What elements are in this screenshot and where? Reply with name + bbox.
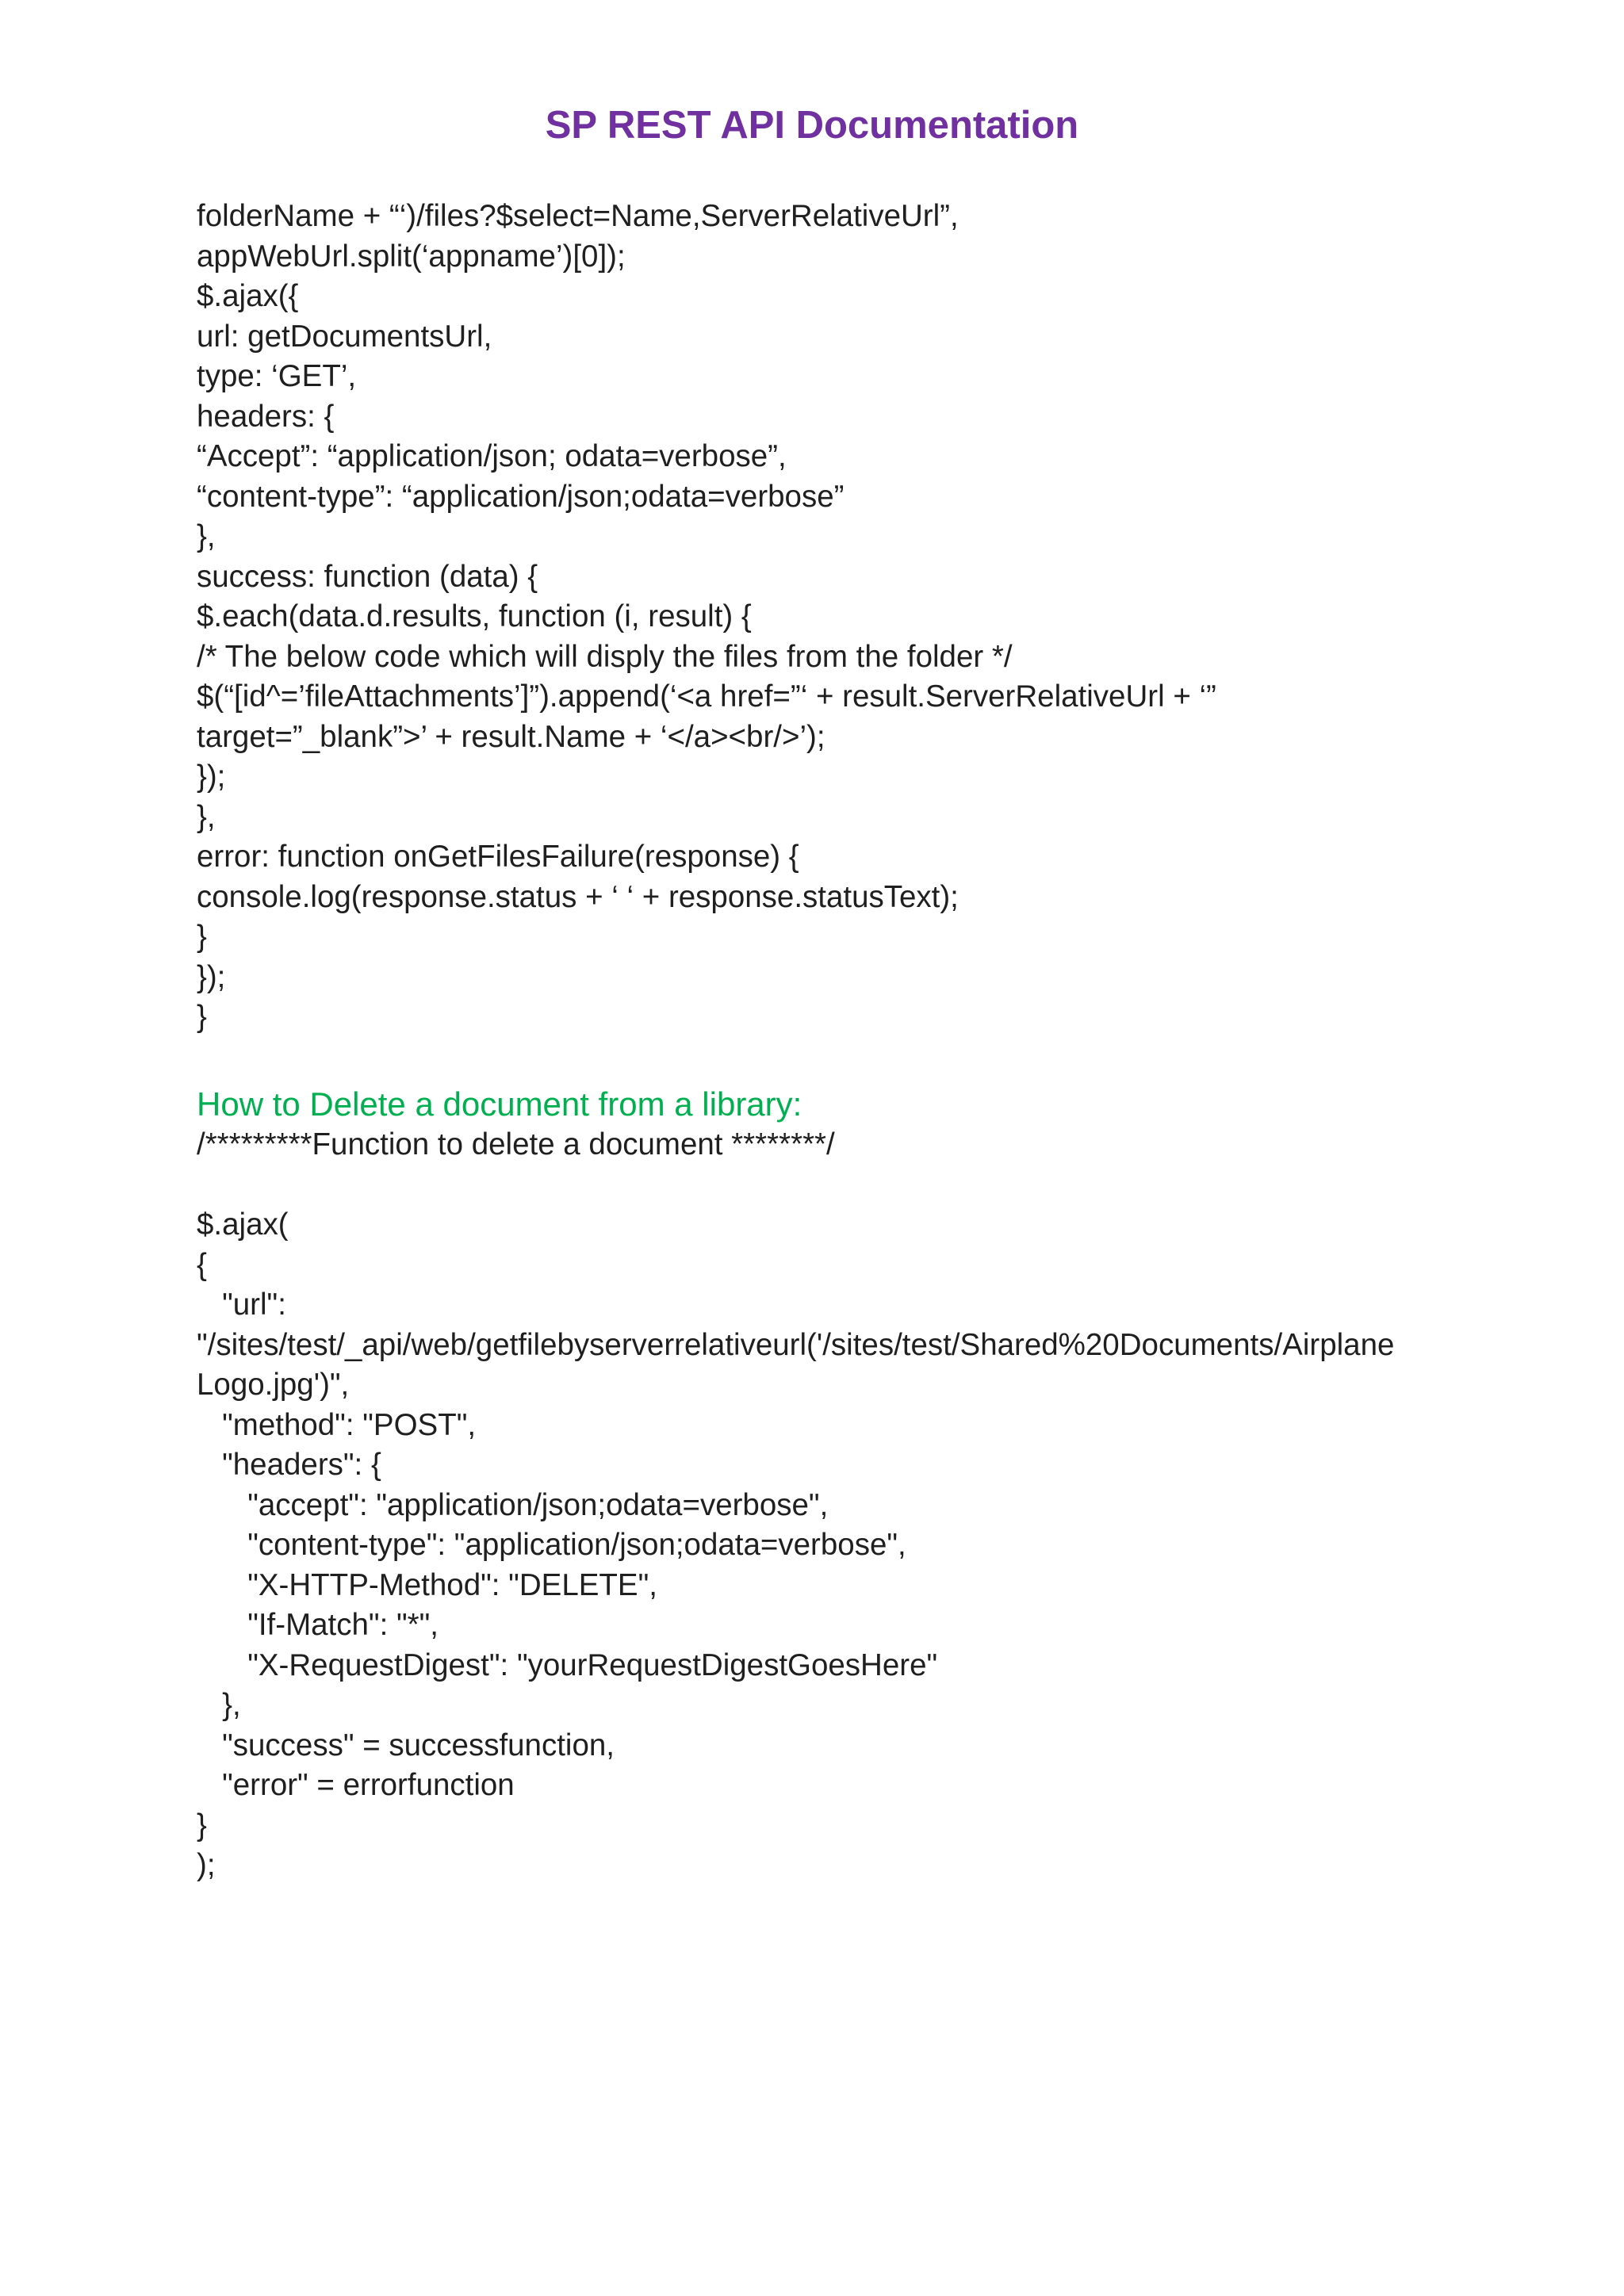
code-line: });: [197, 959, 226, 994]
code-line: “Accept”: “application/json; odata=verbose”,: [197, 439, 787, 473]
code-line: "X-RequestDigest": "yourRequestDigestGoesHere": [197, 1647, 938, 1682]
code-line: /* The below code which will disply the files from the folder */: [197, 639, 1013, 674]
code-line: "/sites/test/_api/web/getfilebyserverrelativeurl('/sites/test/Shared%20Documents/Airplane: [197, 1327, 1395, 1362]
code-line: [197, 1165, 1545, 1206]
code-block-delete-document: [197, 1125, 1545, 1886]
code-line: error: function onGetFilesFailure(response) {: [197, 840, 799, 874]
code-line: }: [197, 1808, 207, 1843]
code-line: "error" = errorfunction: [197, 1768, 515, 1802]
code-line: /*********Function to delete a document ********/: [197, 1127, 835, 1161]
code-line: headers: {: [197, 399, 335, 434]
code-line: type: ‘GET’,: [197, 359, 357, 393]
code-line: folderName + “‘)/files?$select=Name,ServerRelativeUrl”,: [197, 199, 959, 233]
code-line: target=”_blank”>’ + result.Name + ‘</a><br/>’);: [197, 719, 825, 754]
code-line: "If-Match": "*",: [197, 1608, 439, 1642]
code-line: $.ajax(: [197, 1207, 289, 1242]
code-line: $.ajax({: [197, 279, 299, 313]
code-line: url: getDocumentsUrl,: [197, 319, 492, 354]
code-line: "url":: [197, 1288, 286, 1322]
code-line: $.each(data.d.results, function (i, result) {: [197, 599, 752, 633]
code-line: appWebUrl.split(‘appname’)[0]);: [197, 239, 626, 274]
section-heading-delete-document: How to Delete a document from a library:: [197, 1085, 802, 1123]
code-line: "method": "POST",: [197, 1407, 477, 1442]
code-line: }: [197, 1000, 207, 1034]
code-line: console.log(response.status + ‘ ‘ + response.statusText);: [197, 879, 959, 914]
code-block-list-files: [197, 197, 1545, 1038]
code-line: "content-type": "application/json;odata=verbose",: [197, 1528, 906, 1562]
code-line: {: [197, 1247, 207, 1282]
code-line: "X-HTTP-Method": "DELETE",: [197, 1567, 657, 1602]
code-line: },: [197, 799, 216, 834]
code-line: "success" = successfunction,: [197, 1728, 615, 1762]
code-line: "headers": {: [197, 1448, 381, 1482]
code-line: });: [197, 760, 226, 794]
code-line: success: function (data) {: [197, 559, 538, 594]
code-line: “content-type”: “application/json;odata=verbose”: [197, 479, 845, 514]
code-line: );: [197, 1848, 216, 1882]
code-line: },: [197, 519, 216, 553]
code-line: "accept": "application/json;odata=verbose",: [197, 1487, 829, 1522]
code-line: Logo.jpg')",: [197, 1368, 350, 1402]
code-line: }: [197, 920, 207, 954]
page-title: SP REST API Documentation: [545, 104, 1079, 147]
code-line: },: [197, 1688, 241, 1722]
code-line: $(“[id^=’fileAttachments’]”).append(‘<a href=”‘ + result.ServerRelativeUrl + ‘”: [197, 679, 1216, 714]
